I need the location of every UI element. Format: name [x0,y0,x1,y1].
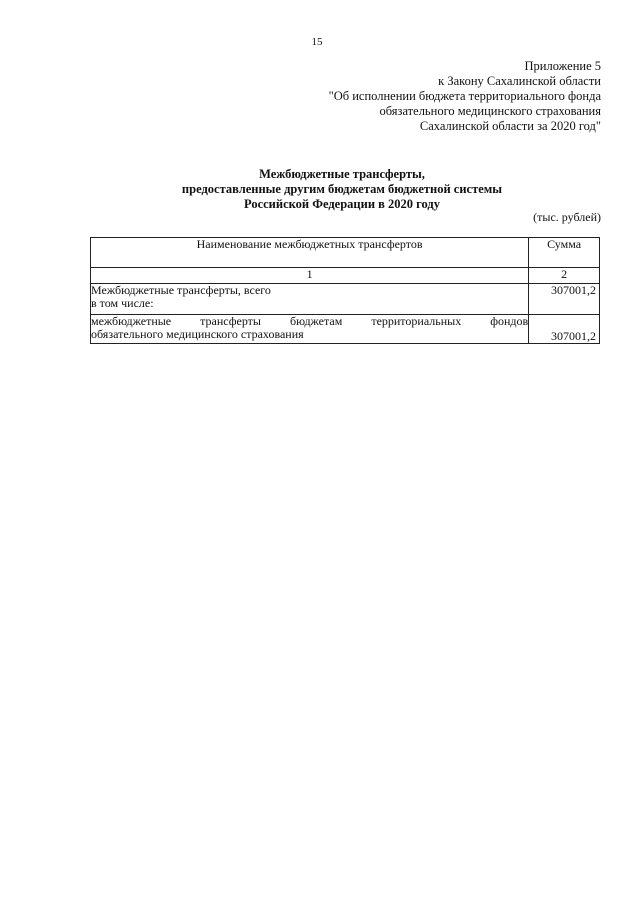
units-label: (тыс. рублей) [533,210,601,224]
title-line-1: Межбюджетные трансферты, [259,167,425,181]
row-name-cell [91,284,529,315]
row-name-line-2: обязательного медицинского страхования [91,327,304,341]
appendix-line-3: "Об исполнении бюджета территориального фонда [328,89,601,103]
table-row [91,284,600,315]
row-sum-cell: 307001,2 [529,284,600,315]
row-sum-cell: 307001,2 [529,315,600,344]
row-name-line-2: в том числе: [91,296,154,310]
appendix-line-4: обязательного медицинского страхования [379,104,601,118]
column-number-name: 1 [91,268,529,284]
table-header-row [91,238,600,268]
table-row [91,315,600,344]
header-name: Наименование межбюджетных трансфертов [91,238,529,268]
transfers-table [90,237,600,344]
title-line-2: предоставленные другим бюджетам бюджетной системы [181,182,503,196]
row-name-line-1: Межбюджетные трансферты, всего [91,283,271,297]
appendix-line-5: Сахалинской области за 2020 год" [419,119,601,133]
appendix-block [329,59,601,134]
header-sum: Сумма [529,238,600,268]
appendix-line-2: к Закону Сахалинской области [438,74,601,88]
column-number-sum: 2 [529,268,600,284]
column-number-row [91,268,600,284]
appendix-line-1: Приложение 5 [524,59,601,73]
row-name-line-1: межбюджетные трансферты бюджетам территориальных фондов [91,314,529,328]
document-title [0,167,634,212]
page-number: 15 [311,36,323,48]
title-line-3: Российской Федерации в 2020 году [244,197,440,211]
row-name-cell [91,315,529,344]
